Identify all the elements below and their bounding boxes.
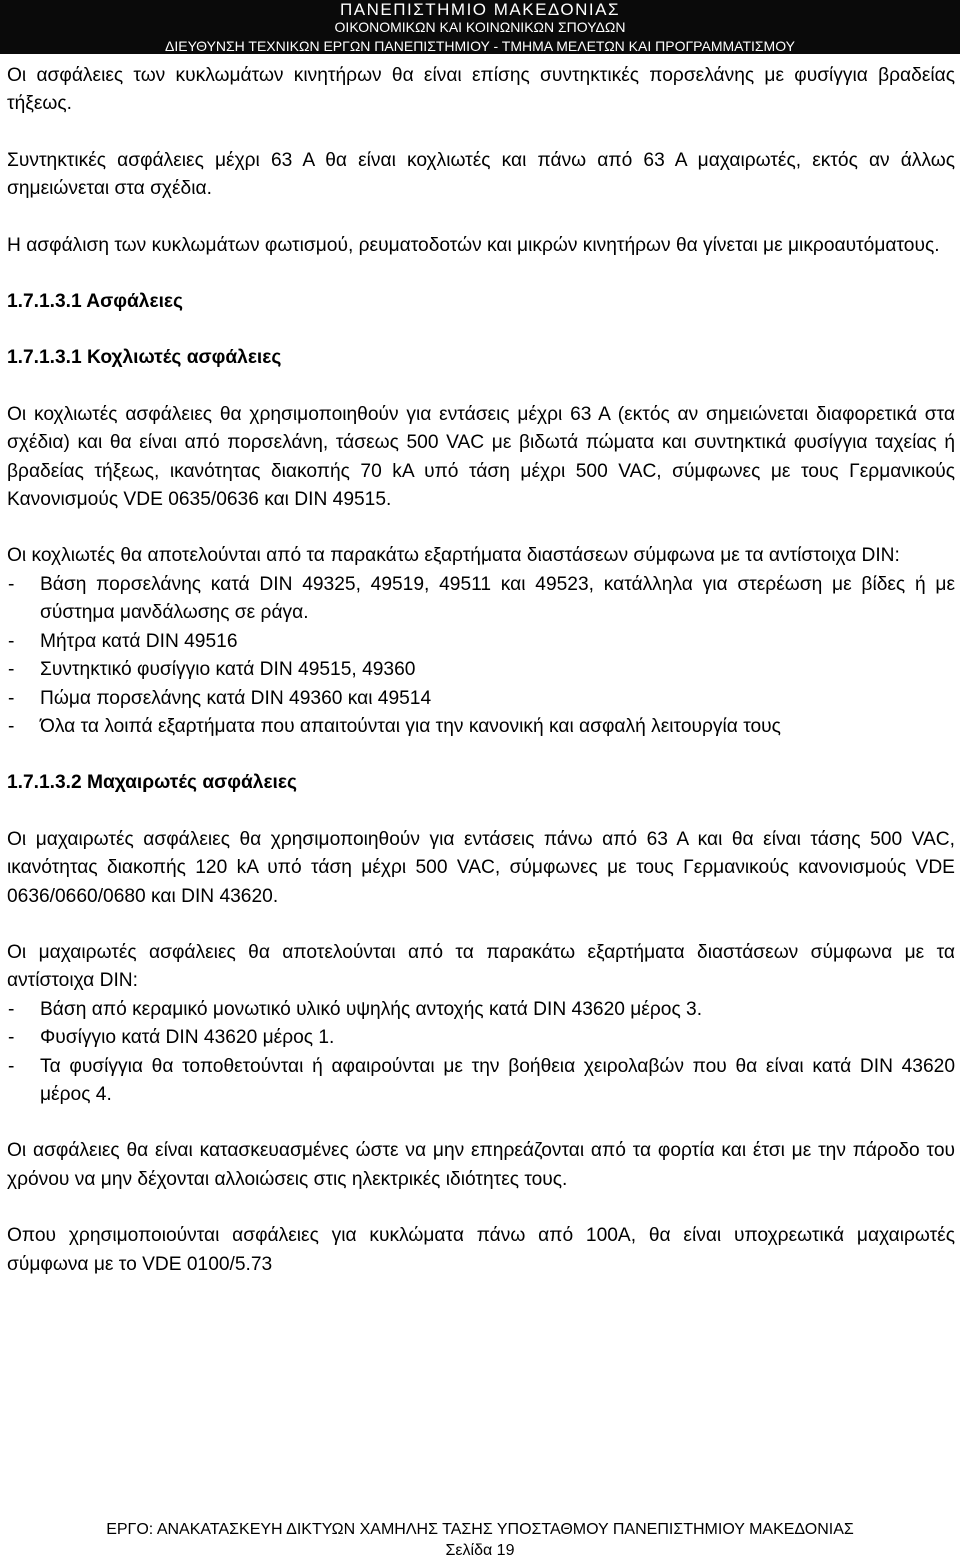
- page-header: [0, 0, 960, 54]
- list-dash: -: [8, 998, 15, 1020]
- paragraph-motor-fuses: Οι ασφάλειες των κυκλωμάτων κινητήρων θα είναι επίσης συντηκτικές πορσελάνης με φυσίγγια βραδείας τήξεως.: [7, 65, 955, 115]
- list-item: - Όλα τα λοιπά εξαρτήματα που απαιτούνται για την κανονική και ασφαλή λειτουργία τους: [7, 713, 955, 741]
- document-body: [7, 62, 955, 1279]
- list-item: - Πώμα πορσελάνης κατά DIN 49360 και 49514: [7, 685, 955, 713]
- list-dash: -: [8, 715, 15, 737]
- paragraph-screw-fuses-spec: Οι κοχλιωτές ασφάλειες θα χρησιμοποιηθούν για εντάσεις μέχρι 63 Α (εκτός αν σημειώνεται διαφορετικά στα σχέδια) και θα είναι από πορσελάνη, τάσεως 500 VAC με βιδωτά πώματα και συντηκτικά φυσίγγια ταχείας ή βραδείας τήξεως, ικανότητας διακοπής 70 kA υπό τάση μέχρι 500 VAC, σύμφωνες με τους Γερμανικούς Κανονισμούς VDE 0635/0636 και DIN 49515.: [7, 403, 955, 511]
- header-department: ΔΙΕΥΘΥΝΣΗ ΤΕΧΝΙΚΩΝ ΕΡΓΩΝ ΠΑΝΕΠΙΣΤΗΜΙΟΥ - ΤΜΗΜΑ ΜΕΛΕΤΩΝ ΚΑΙ ΠΡΟΓΡΑΜΜΑΤΙΣΜΟΥ: [165, 38, 795, 54]
- footer-project: ΕΡΓΟ: ΑΝΑΚΑΤΑΣΚΕΥΗ ΔΙΚΤΥΩΝ ΧΑΜΗΛΗΣ ΤΑΣΗΣ ΥΠΟΣΤΑΘΜΟΥ ΠΑΝΕΠΙΣΤΗΜΙΟΥ ΜΑΚΕΔΟΝΙΑΣ: [106, 1521, 854, 1538]
- list-dash: -: [8, 573, 15, 595]
- header-university: ΠΑΝΕΠΙΣΤΗΜΙΟ ΜΑΚΕΔΟΝΙΑΣ: [340, 0, 620, 19]
- paragraph-large-circuits: Οπου χρησιμοποιούνται ασφάλειες για κυκλώματα πάνω από 100Α, θα είναι υποχρεωτικά μαχαιρωτές σύμφωνα με το VDE 0100/5.73: [7, 1225, 955, 1275]
- list-item: - Φυσίγγιο κατά DIN 43620 μέρος 1.: [7, 1024, 955, 1052]
- section-heading-blade-fuses: 1.7.1.3.2 Μαχαιρωτές ασφάλειες: [7, 772, 297, 794]
- paragraph-lighting-protection: Η ασφάλιση των κυκλωμάτων φωτισμού, ρευματοδοτών και μικρών κινητήρων θα γίνεται με μικροαυτόματους.: [7, 234, 940, 256]
- blade-fuse-parts-list: [7, 996, 955, 1110]
- list-item: - Βάση πορσελάνης κατά DIN 49325, 49519, 49511 και 49523, κατάλληλα για στερέωση με βίδες ή με σύστημα μανδάλωσης σε ράγα.: [7, 571, 955, 628]
- list-dash: -: [8, 630, 15, 652]
- list-dash: -: [8, 659, 15, 681]
- list-item: - Συντηκτικό φυσίγγιο κατά DIN 49515, 49360: [7, 656, 955, 684]
- paragraph-fuse-durability: Οι ασφάλειες θα είναι κατασκευασμένες ώστε να μην επηρεάζονται από τα φορτία και έτσι με την πάροδο του χρόνου να μην δέχονται αλλοιώσεις στις ηλεκτρικές ιδιότητες τους.: [7, 1140, 955, 1190]
- paragraph-screw-fuses-parts: Οι κοχλιωτές θα αποτελούνται από τα παρακάτω εξαρτήματα διαστάσεων σύμφωνα με τα αντίστοιχα DIN:: [7, 545, 900, 567]
- list-item: - Μήτρα κατά DIN 49516: [7, 628, 955, 656]
- page-number: Σελίδα 19: [445, 1542, 515, 1559]
- paragraph-blade-fuses-parts: Οι μαχαιρωτές ασφάλειες θα αποτελούνται από τα παρακάτω εξαρτήματα διαστάσεων σύμφωνα με τα αντίστοιχα DIN:: [7, 941, 955, 992]
- list-item: - Τα φυσίγγια θα τοποθετούνται ή αφαιρούνται με την βοήθεια χειρολαβών που θα είναι κατά DIN 43620 μέρος 4.: [7, 1053, 955, 1110]
- screw-fuse-parts-list: [7, 571, 955, 741]
- list-dash: -: [8, 1027, 15, 1049]
- section-heading-screw-fuses: 1.7.1.3.1 Κοχλιωτές ασφάλειες: [7, 347, 282, 369]
- list-dash: -: [8, 687, 15, 709]
- header-school: ΟΙΚΟΝΟΜΙΚΩΝ ΚΑΙ ΚΟΙΝΩΝΙΚΩΝ ΣΠΟΥΔΩΝ: [334, 19, 626, 35]
- list-item: - Βάση από κεραμικό μονωτικό υλικό υψηλής αντοχής κατά DIN 43620 μέρος 3.: [7, 996, 955, 1024]
- paragraph-blade-fuses-spec: Οι μαχαιρωτές ασφάλειες θα χρησιμοποιηθούν για εντάσεις πάνω από 63 Α και θα είναι τάσης 500 VAC, ικανότητας διακοπής 120 kA υπό τάση μέχρι 500 VAC, σύμφωνες με τους Γερμανικούς κανονισμούς VDE 0636/0660/0680 και DIN 43620.: [7, 828, 955, 907]
- paragraph-fuse-types: Συντηκτικές ασφάλειες μέχρι 63 Α θα είναι κοχλιωτές και πάνω από 63 Α μαχαιρωτές, εκτός αν άλλως σημειώνεται στα σχέδια.: [7, 149, 955, 200]
- section-heading-fuses: 1.7.1.3.1 Ασφάλειες: [7, 291, 183, 313]
- list-dash: -: [8, 1055, 15, 1077]
